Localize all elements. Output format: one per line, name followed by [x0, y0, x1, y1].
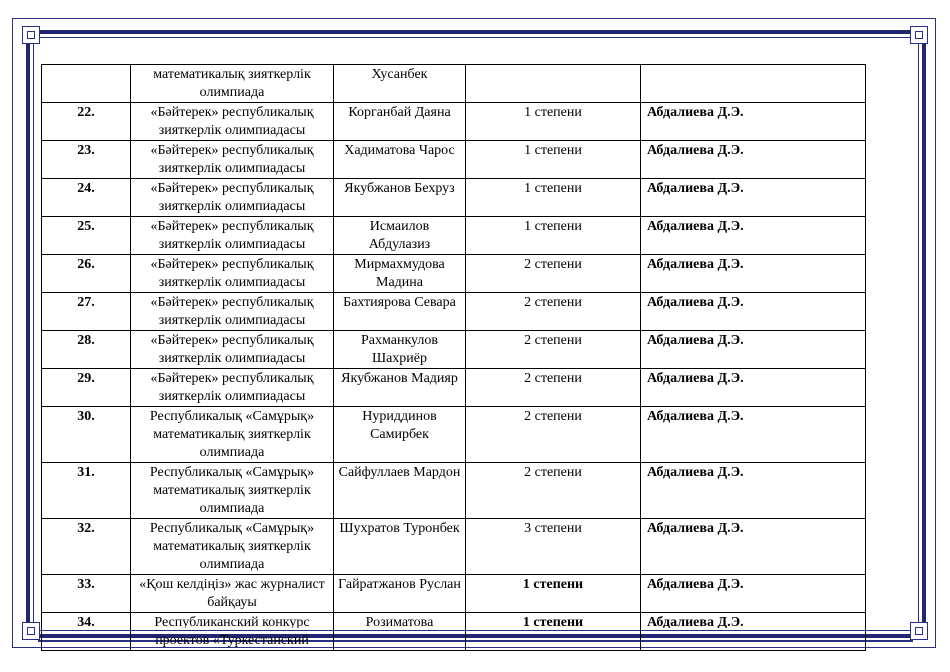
event-name: «Бәйтерек» республикалық зияткерлік олимпиадасы	[131, 141, 334, 179]
row-number: 24.	[42, 179, 131, 217]
teacher-name: Абдалиева Д.Э.	[641, 575, 866, 613]
teacher-name: Абдалиева Д.Э.	[641, 613, 866, 629]
participant-name: Шухратов Туронбек	[334, 519, 466, 575]
table-continuation-below-frame	[40, 628, 870, 658]
event-name: Республикалық «Самұрық» математикалық зияткерлік олимпиада	[131, 407, 334, 463]
participant-name: Рахманкулов Шахриёр	[334, 331, 466, 369]
row-number: 32.	[42, 519, 131, 575]
event-name: «Бәйтерек» республикалық зияткерлік олимпиадасы	[131, 293, 334, 331]
event-name: «Бәйтерек» республикалық зияткерлік олимпиадасы	[131, 217, 334, 255]
participant-name: Якубжанов Бехруз	[334, 179, 466, 217]
table-row	[42, 613, 866, 629]
row-number: 25.	[42, 217, 131, 255]
event-name: «Бәйтерек» республикалық зияткерлік олимпиадасы	[131, 331, 334, 369]
teacher-name: Абдалиева Д.Э.	[641, 463, 866, 519]
results-table-tail	[41, 628, 866, 651]
row-number: 30.	[42, 407, 131, 463]
participant-name: Исмаилов Абдулазиз	[334, 217, 466, 255]
event-name: «Қош келдіңіз» жас журналист байқауы	[131, 575, 334, 613]
participant-name: Нуриддинов Самирбек	[334, 407, 466, 463]
place-result: 2 степени	[466, 255, 641, 293]
table-row	[42, 141, 866, 179]
teacher-name: Абдалиева Д.Э.	[641, 519, 866, 575]
table-row	[42, 463, 866, 519]
event-name: Республикалық «Самұрық» математикалық зияткерлік олимпиада	[131, 519, 334, 575]
participant-name: Гайратжанов Руслан	[334, 575, 466, 613]
table-row	[42, 65, 866, 103]
place-result: 2 степени	[466, 369, 641, 407]
row-number: 33.	[42, 575, 131, 613]
place-result	[466, 65, 641, 103]
row-number: 34.	[42, 613, 131, 629]
teacher-name: Абдалиева Д.Э.	[641, 179, 866, 217]
table-row	[42, 293, 866, 331]
place-result: 1 степени	[466, 141, 641, 179]
event-name: математикалық зияткерлік олимпиада	[131, 65, 334, 103]
participant-name: Хадиматова Чарос	[334, 141, 466, 179]
table-row	[42, 217, 866, 255]
event-name: «Бәйтерек» республикалық зияткерлік олимпиадасы	[131, 103, 334, 141]
border-corner-ornament	[910, 622, 928, 640]
participant-name	[334, 628, 466, 651]
teacher-name: Абдалиева Д.Э.	[641, 141, 866, 179]
place-result: 2 степени	[466, 407, 641, 463]
participant-name: Бахтиярова Севара	[334, 293, 466, 331]
teacher-name: Абдалиева Д.Э.	[641, 255, 866, 293]
event-name: проектов «Туркестанский	[131, 628, 334, 651]
row-number: 28.	[42, 331, 131, 369]
teacher-name: Абдалиева Д.Э.	[641, 407, 866, 463]
event-name: «Бәйтерек» республикалық зияткерлік олимпиадасы	[131, 255, 334, 293]
participant-name: Якубжанов Мадияр	[334, 369, 466, 407]
table-row	[42, 179, 866, 217]
table-row	[42, 255, 866, 293]
place-result: 1 степени	[466, 217, 641, 255]
table-row	[42, 369, 866, 407]
table-row	[42, 103, 866, 141]
event-name: «Бәйтерек» республикалық зияткерлік олимпиадасы	[131, 369, 334, 407]
row-number: 23.	[42, 141, 131, 179]
results-table	[41, 64, 866, 628]
participant-name: Мирмахмудова Мадина	[334, 255, 466, 293]
teacher-name: Абдалиева Д.Э.	[641, 369, 866, 407]
table-row	[42, 628, 866, 651]
place-result: 2 степени	[466, 463, 641, 519]
place-result: 2 степени	[466, 293, 641, 331]
participant-name: Корганбай Даяна	[334, 103, 466, 141]
place-result: 1 степени	[466, 103, 641, 141]
participant-name: Хусанбек	[334, 65, 466, 103]
participant-name: Розиматова	[334, 613, 466, 629]
event-name: «Бәйтерек» республикалық зияткерлік олимпиадасы	[131, 179, 334, 217]
border-corner-ornament	[22, 622, 40, 640]
event-name: Республиканский конкурс	[131, 613, 334, 629]
place-result: 1 степени	[466, 179, 641, 217]
row-number: 31.	[42, 463, 131, 519]
row-number: 27.	[42, 293, 131, 331]
table-row	[42, 519, 866, 575]
participant-name: Сайфуллаев Мардон	[334, 463, 466, 519]
teacher-name: Абдалиева Д.Э.	[641, 293, 866, 331]
border-corner-ornament	[22, 26, 40, 44]
row-number: 29.	[42, 369, 131, 407]
place-result: 3 степени	[466, 519, 641, 575]
row-number: 26.	[42, 255, 131, 293]
table-row	[42, 407, 866, 463]
teacher-name	[641, 65, 866, 103]
place-result: 1 степени	[466, 613, 641, 629]
teacher-name: Абдалиева Д.Э.	[641, 103, 866, 141]
table-row	[42, 331, 866, 369]
row-number	[42, 65, 131, 103]
document-table-area	[40, 40, 870, 628]
place-result: 1 степени	[466, 575, 641, 613]
table-row	[42, 575, 866, 613]
teacher-name: Абдалиева Д.Э.	[641, 331, 866, 369]
place-result: 2 степени	[466, 331, 641, 369]
event-name: Республикалық «Самұрық» математикалық зияткерлік олимпиада	[131, 463, 334, 519]
border-corner-ornament	[910, 26, 928, 44]
row-number: 22.	[42, 103, 131, 141]
teacher-name: Абдалиева Д.Э.	[641, 217, 866, 255]
